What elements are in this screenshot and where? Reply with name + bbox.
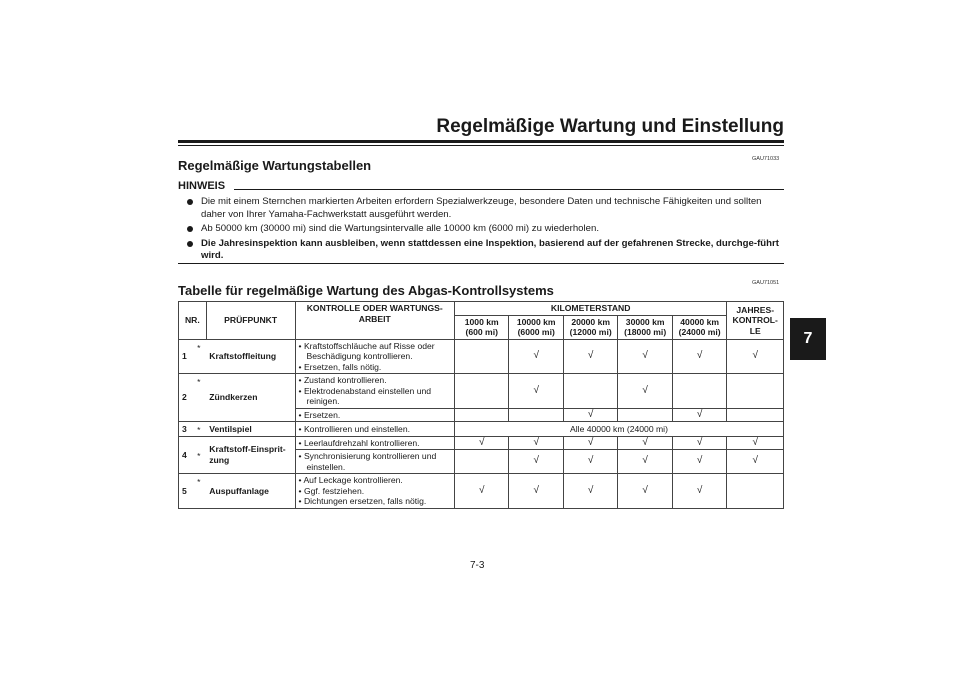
- row-item: Kraftstoffleitung: [206, 339, 295, 374]
- header-km-group: KILOMETERSTAND: [454, 302, 726, 316]
- header-task: KONTROLLE ODER WARTUNGS-ARBEIT: [295, 302, 454, 340]
- check-cell: √: [509, 436, 563, 450]
- header-item: PRÜFPUNKT: [206, 302, 295, 340]
- check-cell: [454, 450, 508, 474]
- note-rule: [234, 189, 784, 190]
- check-cell: √: [672, 436, 726, 450]
- header-annual: JAHRES-KONTROL-LE: [727, 302, 784, 340]
- table-row: [179, 339, 784, 374]
- table-row: [179, 374, 784, 409]
- maintenance-table: [178, 301, 784, 509]
- chapter-tab: 7: [790, 318, 826, 360]
- interval-cell: Alle 40000 km (24000 mi): [454, 422, 783, 437]
- row-task: • Kraftstoffschläuche auf Risse oder Beschädigung kontrollieren. • Ersetzen, falls nötig.: [295, 339, 454, 374]
- check-cell: √: [618, 339, 672, 374]
- check-cell: √: [618, 474, 672, 509]
- check-cell: [672, 374, 726, 409]
- row-task: • Zustand kontrollieren. • Elektrodenabstand einstellen und reinigen.: [295, 374, 454, 409]
- header-km: 20000 km (12000 mi): [563, 315, 617, 339]
- row-item: Zündkerzen: [206, 374, 295, 422]
- table-row: [179, 422, 784, 437]
- row-star: *: [197, 374, 206, 422]
- check-cell: [727, 474, 784, 509]
- check-cell: [727, 408, 784, 422]
- row-task: • Leerlaufdrehzahl kontrollieren.: [295, 436, 454, 450]
- table-header-row: [179, 302, 784, 316]
- table-row: [179, 436, 784, 450]
- section-code: GAU71033: [752, 156, 780, 162]
- header-km: 40000 km (24000 mi): [672, 315, 726, 339]
- row-star: *: [197, 436, 206, 474]
- check-cell: √: [672, 474, 726, 509]
- check-cell: [454, 408, 508, 422]
- header-km: 10000 km (6000 mi): [509, 315, 563, 339]
- check-cell: √: [672, 339, 726, 374]
- row-number: 3: [179, 422, 198, 437]
- header-km: 30000 km (18000 mi): [618, 315, 672, 339]
- check-cell: √: [509, 450, 563, 474]
- check-cell: √: [563, 408, 617, 422]
- check-cell: [727, 374, 784, 409]
- note-bullets: [187, 196, 784, 265]
- check-cell: [563, 374, 617, 409]
- check-cell: [454, 374, 508, 409]
- header-rule-thin: [178, 145, 784, 146]
- section-title: Tabelle für regelmäßige Wartung des Abgas-Kontrollsystems: [178, 283, 554, 298]
- header-rule: [178, 140, 784, 143]
- check-cell: √: [727, 436, 784, 450]
- note-label: HINWEIS: [178, 180, 226, 192]
- row-number: 4: [179, 436, 198, 474]
- note-bullet: Die Jahresinspektion kann ausbleiben, wenn stattdessen eine Inspektion, basierend auf der gefahrenen Strecke, durchge-führt wird.: [187, 238, 784, 263]
- note-bullet: Die mit einem Sternchen markierten Arbeiten erfordern Spezialwerkzeuge, besondere Daten und technische Fähigkeiten und sollten daher von Ihrer Yamaha-Fachwerkstatt ausgeführt werden.: [187, 196, 784, 221]
- row-number: 5: [179, 474, 198, 509]
- check-cell: √: [509, 339, 563, 374]
- check-cell: √: [618, 374, 672, 409]
- check-cell: √: [454, 474, 508, 509]
- row-star: *: [197, 339, 206, 374]
- row-item: Kraftstoff-Einsprit-zung: [206, 436, 295, 474]
- check-cell: √: [563, 339, 617, 374]
- check-cell: √: [563, 436, 617, 450]
- row-star: *: [197, 422, 206, 437]
- table-row: [179, 474, 784, 509]
- row-task: • Kontrollieren und einstellen.: [295, 422, 454, 437]
- check-cell: √: [672, 408, 726, 422]
- row-task: • Synchronisierung kontrollieren und einstellen.: [295, 450, 454, 474]
- check-cell: √: [563, 474, 617, 509]
- check-cell: [509, 408, 563, 422]
- row-task: • Auf Leckage kontrollieren. • Ggf. festziehen. • Dichtungen ersetzen, falls nötig.: [295, 474, 454, 509]
- check-cell: √: [618, 450, 672, 474]
- header-km: 1000 km (600 mi): [454, 315, 508, 339]
- row-star: *: [197, 474, 206, 509]
- check-cell: √: [509, 474, 563, 509]
- page-header-title: Regelmäßige Wartung und Einstellung: [436, 116, 784, 137]
- section-code: GAU71051: [752, 280, 780, 286]
- page-number: 7-3: [470, 560, 485, 571]
- note-bullet: Ab 50000 km (30000 mi) sind die Wartungsintervalle alle 10000 km (6000 mi) zu wiederholen.: [187, 223, 784, 236]
- section-title: Regelmäßige Wartungstabellen: [178, 158, 372, 173]
- check-cell: √: [509, 374, 563, 409]
- row-task: • Ersetzen.: [295, 408, 454, 422]
- check-cell: √: [727, 339, 784, 374]
- note-end-rule: [178, 263, 784, 264]
- row-item: Auspuffanlage: [206, 474, 295, 509]
- header-nr: NR.: [179, 302, 207, 340]
- row-number: 1: [179, 339, 198, 374]
- check-cell: √: [727, 450, 784, 474]
- check-cell: [454, 339, 508, 374]
- check-cell: √: [563, 450, 617, 474]
- check-cell: √: [672, 450, 726, 474]
- row-item: Ventilspiel: [206, 422, 295, 437]
- check-cell: √: [454, 436, 508, 450]
- check-cell: √: [618, 436, 672, 450]
- row-number: 2: [179, 374, 198, 422]
- check-cell: [618, 408, 672, 422]
